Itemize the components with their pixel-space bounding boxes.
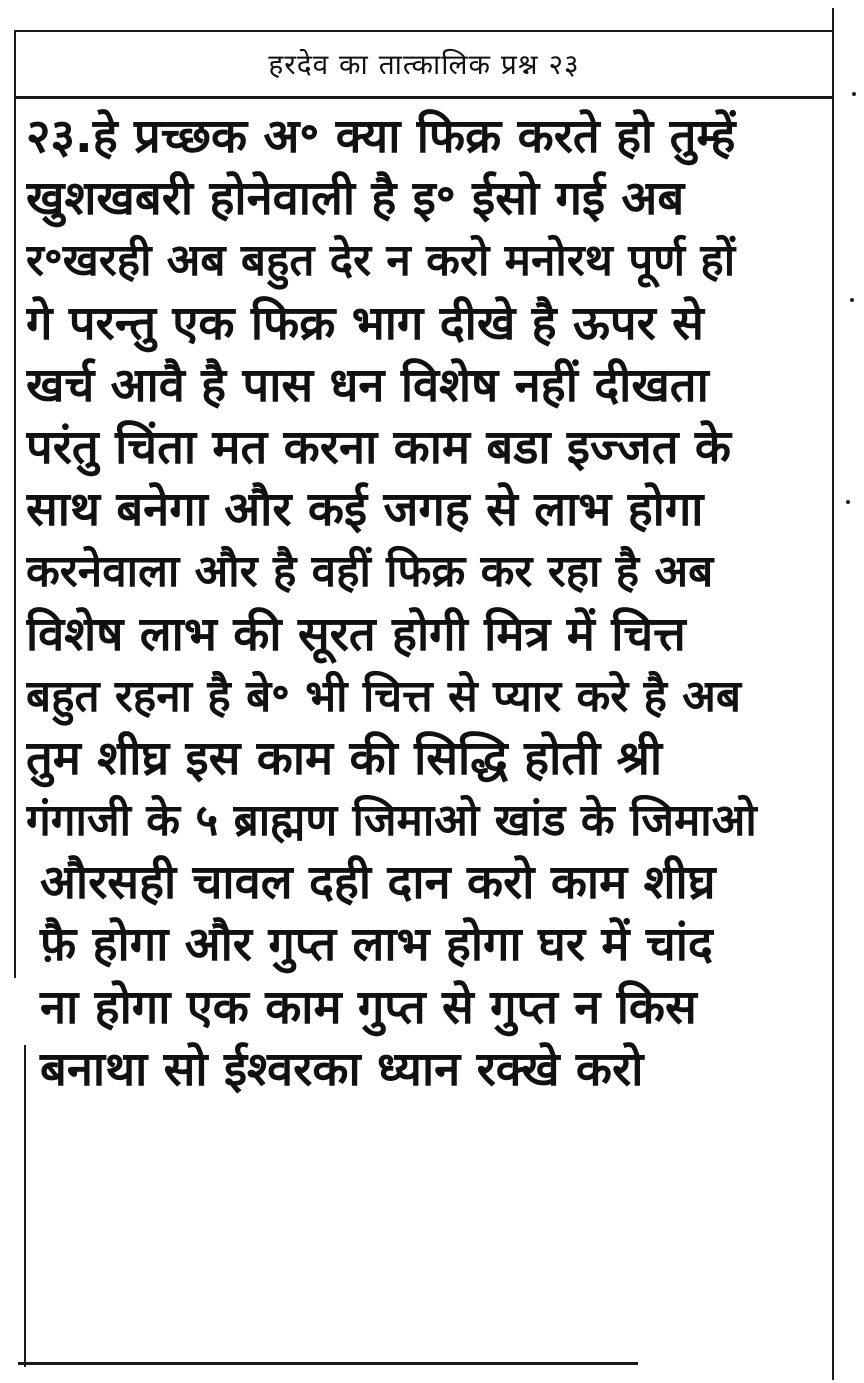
text-line-9: विशेष लाभ की सूरत होगी मित्र में चित्त: [26, 606, 686, 662]
frame-left-rule: [14, 30, 16, 978]
text-line-12: गंगाजी के ५ ब्राह्मण जिमाओ खांड के जिमाओ: [26, 795, 757, 847]
page-header: हरदेव का तात्कालिक प्रश्न २३: [268, 48, 580, 81]
print-speck: [846, 500, 850, 504]
header-divider: [14, 96, 834, 99]
print-speck: [850, 298, 854, 302]
text-line-3: र॰खरही अब बहुत देर न करो मनोरथ पूर्ण हों: [26, 235, 736, 287]
text-line-4: गे परन्तु एक फिक्र भाग दीखे है ऊपर से: [26, 295, 704, 351]
bottom-rule: [18, 1362, 638, 1365]
article-body: [26, 106, 826, 1101]
text-line-7: साथ बनेगा और कई जगह से लाभ होगा: [26, 482, 704, 538]
text-line-14: फ़ै होगा और गुप्त लाभ होगा घर में चांद: [40, 917, 713, 973]
text-line-6: परंतु चिंता मत करना काम बडा इज्जत के: [26, 419, 731, 475]
text-line-13: औरसही चावल दही दान करो काम शीघ्र: [40, 855, 716, 911]
text-line-15: ना होगा एक काम गुप्त से गुप्त न किस: [40, 979, 697, 1035]
frame-right-rule: [832, 8, 834, 1380]
text-line-11: तुम शीघ्र इस काम की सिद्धि होती श्री: [26, 730, 663, 786]
frame-top-rule: [14, 30, 834, 32]
text-line-2: खुशखबरी होनेवाली है इ॰ ईसो गई अब: [26, 171, 685, 227]
text-line-16: बनाथा सो ईश्वरका ध्यान रक्खे करो: [40, 1041, 644, 1097]
print-speck: [852, 92, 856, 96]
text-line-8: करनेवाला और है वहीं फिक्र कर रहा है अब: [26, 546, 714, 598]
text-line-5: खर्च आवै है पास धन विशेष नहीं दीखता: [26, 357, 709, 413]
text-line-10: बहुत रहना है बे॰ भी चित्त से प्यार करे है अब: [26, 670, 742, 722]
text-line-1: २३.हे प्रच्छक अ॰ क्या फिक्र करते हो तुम्हें: [26, 109, 736, 164]
